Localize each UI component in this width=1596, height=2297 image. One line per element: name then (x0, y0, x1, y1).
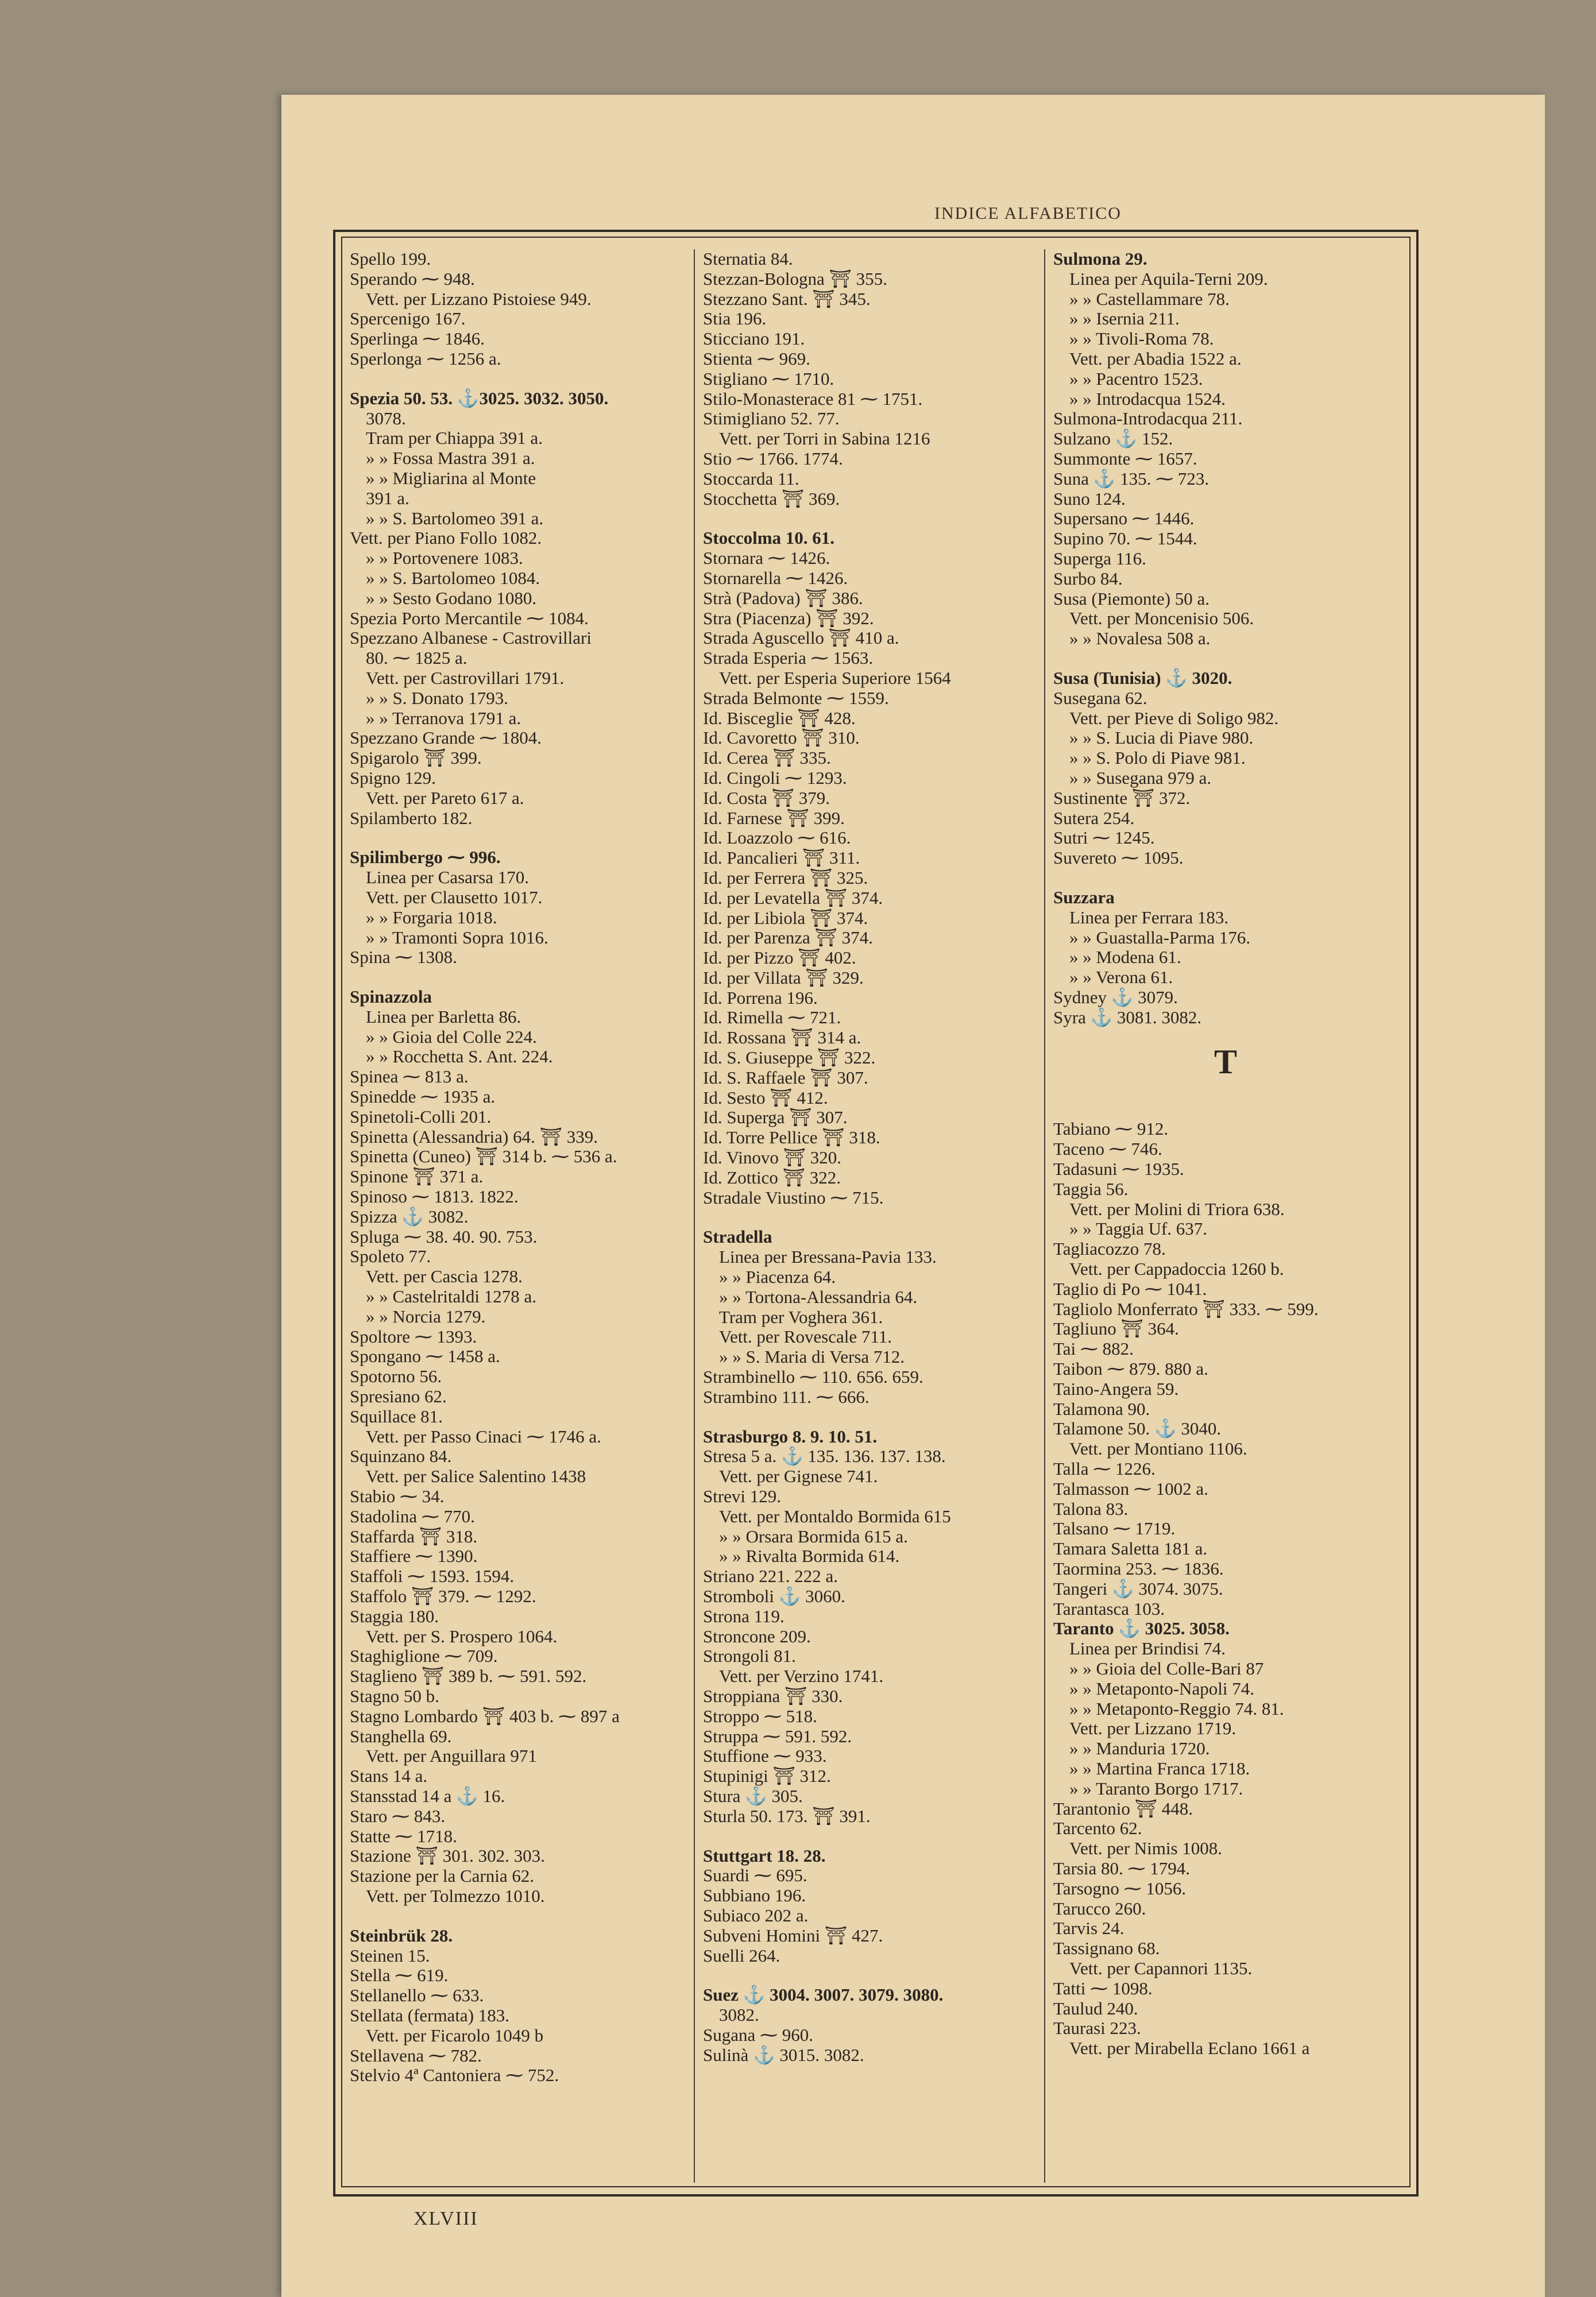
index-entry: Tassignano 68. (1053, 1938, 1160, 1959)
index-entry: Staffiere ⁓ 1390. (350, 1546, 478, 1567)
index-entry: Stellanello ⁓ 633. (350, 1985, 484, 2006)
index-entry: » » S. Lucia di Piave 980. (1069, 728, 1254, 748)
index-entry: Tarvis 24. (1053, 1918, 1124, 1939)
index-entry: Vett. per Ficarolo 1049 b (366, 2025, 544, 2045)
entry-spacer (350, 369, 683, 389)
index-entry: Tadasuni ⁓ 1935. (1053, 1159, 1184, 1180)
index-entry: » » Martina Franca 1718. (1069, 1758, 1250, 1778)
index-entry: Sutri ⁓ 1245. (1053, 827, 1155, 848)
index-entry: Stigliano ⁓ 1710. (703, 368, 834, 389)
section-letter: T (1214, 1043, 1238, 1081)
index-entry: » » Gioia del Colle 224. (366, 1026, 537, 1047)
index-entry: Strona 119. (703, 1606, 785, 1626)
index-entry: Talona 83. (1053, 1498, 1129, 1519)
index-entry: Id. per Libiola ⛩ 374. (703, 907, 868, 928)
index-entry: Vett. per Anguillara 971 (366, 1746, 537, 1766)
index-entry: Stoccarda 11. (703, 468, 799, 489)
index-column-2 (703, 249, 1048, 2183)
index-entry: » » Norcia 1279. (366, 1306, 486, 1327)
index-entry: Spluga ⁓ 38. 40. 90. 753. (350, 1226, 538, 1247)
index-entry: » » Migliarina al Monte (366, 467, 536, 488)
index-entry: » » S. Bartolomeo 1084. (366, 567, 540, 588)
index-entry: Id. S. Raffaele ⛩ 307. (703, 1067, 868, 1088)
index-entry: Strambinello ⁓ 110. 656. 659. (703, 1367, 923, 1387)
index-entry: Sturla 50. 173. ⛩ 391. (703, 1805, 871, 1826)
index-entry: Spina ⁓ 1308. (350, 947, 457, 968)
index-entry: Talla ⁓ 1226. (1053, 1459, 1156, 1479)
index-entry: Susegana 62. (1053, 687, 1147, 708)
index-heading-entry: Sulmona 29. (1053, 249, 1147, 269)
index-entry: » » Rivalta Bormida 614. (719, 1546, 900, 1567)
index-entry: Id. Sesto ⛩ 412. (703, 1087, 828, 1108)
index-entry: Stia 196. (703, 308, 767, 329)
index-entry: Staffarda ⛩ 318. (350, 1526, 478, 1546)
index-entry: Spello 199. (350, 249, 431, 269)
index-entry: Spotorno 56. (350, 1366, 442, 1387)
index-entry: Stra (Piacenza) ⛩ 392. (703, 608, 874, 628)
index-heading-entry: Stoccolma 10. 61. (703, 528, 835, 548)
index-entry: Vett. per Nimis 1008. (1069, 1838, 1223, 1859)
index-entry: » » Tivoli-Roma 78. (1069, 328, 1214, 349)
index-entry: Linea per Ferrara 183. (1069, 907, 1229, 927)
index-entry: Spezia Porto Mercantile ⁓ 1084. (350, 608, 589, 628)
index-entry: » » Introdacqua 1524. (1069, 388, 1226, 409)
index-entry: Spezzano Albanese - Castrovillari (350, 628, 592, 648)
index-entry: Id. Bisceglie ⛩ 428. (703, 707, 856, 728)
index-entry: Strà (Padova) ⛩ 386. (703, 587, 863, 608)
index-entry: Sustinente ⛩ 372. (1053, 787, 1191, 808)
index-entry: » » Fossa Mastra 391 a. (366, 448, 535, 469)
index-entry: Vett. per Abadia 1522 a. (1069, 348, 1242, 369)
index-entry: » » Castellammare 78. (1069, 288, 1230, 309)
index-entry: Sugana ⁓ 960. (703, 2024, 814, 2045)
index-entry: Stradale Viustino ⁓ 715. (703, 1187, 884, 1208)
index-entry: Suno 124. (1053, 488, 1126, 509)
index-entry: » » Metaponto-Reggio 74. 81. (1069, 1698, 1284, 1719)
index-entry: Id. per Villata ⛩ 329. (703, 967, 864, 988)
index-heading-entry: Taranto ⚓ 3025. 3058. (1053, 1618, 1230, 1639)
index-entry: » » S. Donato 1793. (366, 687, 508, 708)
index-entry: Spinone ⛩ 371 a. (350, 1166, 484, 1187)
index-entry: Linea per Barletta 86. (366, 1006, 521, 1027)
index-entry: Stupinigi ⛩ 312. (703, 1766, 831, 1786)
index-entry: Stornara ⁓ 1426. (703, 548, 830, 569)
index-entry: Vett. per Gignese 741. (719, 1466, 878, 1487)
index-entry: Sticciano 191. (703, 328, 805, 349)
index-entry: Id. Loazzolo ⁓ 616. (703, 827, 851, 848)
index-entry: Vett. per Mirabella Eclano 1661 a (1069, 2038, 1310, 2059)
index-entry: Vett. per Lizzano Pistoiese 949. (366, 288, 592, 309)
index-entry: » » Piacenza 64. (719, 1267, 836, 1287)
index-entry: Spinea ⁓ 813 a. (350, 1066, 469, 1087)
index-entry: Tai ⁓ 882. (1053, 1339, 1134, 1359)
index-entry: Stura ⚓ 305. (703, 1785, 803, 1806)
index-entry: Stazione ⛩ 301. 302. 303. (350, 1846, 545, 1866)
index-entry: Spigarolo ⛩ 399. (350, 748, 482, 768)
index-entry: Susa (Piemonte) 50 a. (1053, 588, 1210, 609)
index-entry: Stimigliano 52. 77. (703, 408, 840, 429)
index-entry: Suardi ⁓ 695. (703, 1865, 807, 1886)
index-entry: Spizza ⚓ 3082. (350, 1206, 469, 1227)
entry-spacer (1053, 649, 1398, 668)
index-entry: » » S. Bartolomeo 391 a. (366, 508, 544, 528)
index-entry: Spinetta (Cuneo) ⛩ 314 b. ⁓ 536 a. (350, 1146, 617, 1167)
index-heading-entry: Stuttgart 18. 28. (703, 1845, 826, 1866)
index-entry: Vett. per Piano Follo 1082. (350, 528, 542, 548)
index-entry: Taormina 253. ⁓ 1836. (1053, 1559, 1224, 1579)
index-entry: Superga 116. (1053, 548, 1146, 569)
index-column-1 (350, 249, 683, 2183)
index-entry: Id. Pancalieri ⛩ 311. (703, 848, 860, 868)
index-entry: Tarucco 260. (1053, 1898, 1146, 1919)
index-entry: Spoleto 77. (350, 1246, 431, 1267)
entry-spacer (703, 1966, 1048, 1985)
index-entry: » » Isernia 211. (1069, 308, 1180, 329)
index-entry: Struppa ⁓ 591. 592. (703, 1726, 852, 1746)
index-entry: » » Terranova 1791 a. (366, 707, 521, 728)
index-entry: Staro ⁓ 843. (350, 1805, 446, 1826)
index-entry: Tagliacozzo 78. (1053, 1239, 1166, 1259)
index-entry: Sulinà ⚓ 3015. 3082. (703, 2044, 864, 2065)
entry-spacer (350, 828, 683, 848)
index-entry: Taurasi 223. (1053, 2018, 1141, 2039)
index-heading-entry: Suez ⚓ 3004. 3007. 3079. 3080. (703, 1985, 944, 2005)
index-entry: » » Castelritaldi 1278 a. (366, 1286, 537, 1307)
index-entry: Vett. per Capannori 1135. (1069, 1958, 1253, 1978)
index-entry: 80. ⁓ 1825 a. (366, 648, 467, 668)
index-entry: Id. Cavoretto ⛩ 310. (703, 728, 860, 748)
index-entry: Spongano ⁓ 1458 a. (350, 1346, 500, 1367)
index-entry: Staffoli ⁓ 1593. 1594. (350, 1566, 515, 1587)
index-entry: Taceno ⁓ 746. (1053, 1139, 1162, 1159)
index-entry: Subveni Homini ⛩ 427. (703, 1925, 883, 1946)
index-entry: Stromboli ⚓ 3060. (703, 1586, 845, 1606)
index-heading-entry: Spilimbergo ⁓ 996. (350, 847, 501, 868)
index-entry: Vett. per Pareto 617 a. (366, 787, 524, 808)
index-entry: Tangeri ⚓ 3074. 3075. (1053, 1578, 1223, 1599)
index-entry: Tabiano ⁓ 912. (1053, 1119, 1169, 1139)
index-frame (333, 230, 1419, 2197)
index-entry: Sydney ⚓ 3079. (1053, 987, 1178, 1007)
index-entry: Spilamberto 182. (350, 807, 473, 828)
index-entry: Spezzano Grande ⁓ 1804. (350, 728, 542, 748)
index-entry: Strada Aguscello ⛩ 410 a. (703, 628, 899, 648)
index-entry: Staglieno ⛩ 389 b. ⁓ 591. 592. (350, 1666, 587, 1687)
index-entry: Stagno Lombardo ⛩ 403 b. ⁓ 897 a (350, 1706, 620, 1726)
index-entry: Tamara Saletta 181 a. (1053, 1538, 1208, 1559)
entry-spacer (350, 1907, 683, 1926)
index-entry: Tarsogno ⁓ 1056. (1053, 1878, 1187, 1898)
index-entry: Vett. per Moncenisio 506. (1069, 608, 1254, 629)
index-entry: Spinetta (Alessandria) 64. ⛩ 339. (350, 1126, 598, 1147)
index-entry: Surbo 84. (1053, 568, 1123, 589)
entry-spacer (703, 509, 1048, 528)
index-entry: » » Forgaria 1018. (366, 907, 497, 927)
index-entry: Tagliolo Monferrato ⛩ 333. ⁓ 599. (1053, 1298, 1319, 1319)
index-entry: Stansstad 14 a ⚓ 16. (350, 1785, 505, 1806)
index-entry: Supersano ⁓ 1446. (1053, 508, 1195, 529)
index-entry: Stelvio 4ª Cantoniera ⁓ 752. (350, 2065, 559, 2086)
index-entry: Vett. per Molini di Triora 638. (1069, 1198, 1285, 1219)
index-entry: Vett. per Castrovillari 1791. (366, 667, 565, 688)
index-entry: Vett. per Passo Cinaci ⁓ 1746 a. (366, 1426, 601, 1447)
index-entry: Stabio ⁓ 34. (350, 1486, 445, 1507)
index-entry: Tagliuno ⛩ 364. (1053, 1318, 1179, 1339)
index-entry: Suvereto ⁓ 1095. (1053, 848, 1184, 868)
index-entry: Taino-Angera 59. (1053, 1378, 1179, 1399)
index-entry: Id. Zottico ⛩ 322. (703, 1167, 841, 1188)
index-entry: Taggia 56. (1053, 1178, 1129, 1199)
entry-spacer (350, 968, 683, 987)
index-entry: Stresa 5 a. ⚓ 135. 136. 137. 138. (703, 1446, 946, 1467)
index-heading-entry: Stradella (703, 1227, 772, 1247)
index-entry: Vett. per Esperia Superiore 1564 (719, 667, 951, 688)
index-entry: » » Guastalla-Parma 176. (1069, 927, 1251, 948)
index-entry: Stilo-Monasterace 81 ⁓ 1751. (703, 388, 923, 409)
index-entry: » » Sesto Godano 1080. (366, 587, 537, 608)
index-entry: Strambino 111. ⁓ 666. (703, 1386, 870, 1407)
index-entry: » » Manduria 1720. (1069, 1738, 1210, 1759)
index-entry: » » Gioia del Colle-Bari 87 (1069, 1658, 1264, 1679)
index-entry: Id. Rimella ⁓ 721. (703, 1007, 841, 1028)
index-column-3 (1053, 249, 1398, 2183)
index-entry: » » Pacentro 1523. (1069, 368, 1203, 389)
index-entry: Id. per Levatella ⛩ 374. (703, 887, 883, 908)
index-entry: Strada Belmonte ⁓ 1559. (703, 687, 889, 708)
index-entry: Id. Torre Pellice ⛩ 318. (703, 1127, 880, 1148)
index-entry: Id. per Pizzo ⛩ 402. (703, 948, 856, 968)
index-heading-entry: Suzzara (1053, 887, 1115, 907)
index-heading-entry: Susa (Tunisia) ⚓ 3020. (1053, 667, 1232, 688)
index-entry: Id. Farnese ⛩ 399. (703, 807, 845, 828)
index-entry: Spinetoli-Colli 201. (350, 1106, 492, 1127)
index-entry: Talsano ⁓ 1719. (1053, 1518, 1176, 1539)
index-entry: Subbiano 196. (703, 1885, 806, 1906)
index-entry: Id. S. Giuseppe ⛩ 322. (703, 1047, 876, 1068)
index-entry: Vett. per Verzino 1741. (719, 1666, 884, 1687)
index-entry: Stezzan-Bologna ⛩ 355. (703, 268, 887, 289)
page (281, 95, 1545, 2297)
index-entry: Subiaco 202 a. (703, 1905, 809, 1925)
index-entry: Vett. per S. Prospero 1064. (366, 1626, 558, 1646)
index-entry: » » Taggia Uf. 637. (1069, 1219, 1208, 1239)
index-entry: Tarsia 80. ⁓ 1794. (1053, 1858, 1191, 1878)
index-heading-entry: Steinbrük 28. (350, 1925, 453, 1946)
index-entry: Sperlinga ⁓ 1846. (350, 328, 485, 349)
index-entry: Spercenigo 167. (350, 308, 466, 329)
index-entry: Vett. per Clausetto 1017. (366, 887, 543, 907)
index-entry: Strevi 129. (703, 1486, 782, 1507)
index-entry: Statte ⁓ 1718. (350, 1826, 457, 1846)
index-entry: Tram per Voghera 361. (719, 1306, 883, 1327)
index-entry: Vett. per Salice Salentino 1438 (366, 1466, 586, 1487)
index-entry: » » Orsara Bormida 615 a. (719, 1526, 908, 1546)
index-entry: Stellavena ⁓ 782. (350, 2045, 482, 2066)
index-entry: Id. per Ferrera ⛩ 325. (703, 867, 868, 888)
index-entry: Tarantasca 103. (1053, 1598, 1165, 1619)
index-entry: Vett. per Tolmezzo 1010. (366, 1885, 545, 1906)
index-entry: » » Metaponto-Napoli 74. (1069, 1678, 1255, 1699)
index-entry: Vett. per Rovescale 711. (719, 1327, 892, 1347)
index-entry: Stroncone 209. (703, 1626, 811, 1646)
index-entry: Suelli 264. (703, 1945, 780, 1966)
index-entry: » » Verona 61. (1069, 967, 1173, 988)
index-entry: Vett. per Cappadoccia 1260 b. (1069, 1259, 1284, 1279)
index-entry: Stocchetta ⛩ 369. (703, 488, 840, 509)
index-entry: » » Novalesa 508 a. (1069, 628, 1211, 649)
index-entry: Id. Rossana ⛩ 314 a. (703, 1027, 861, 1048)
index-entry: Striano 221. 222 a. (703, 1566, 838, 1587)
index-entry: Stroppo ⁓ 518. (703, 1706, 817, 1726)
index-heading-entry: Spinazzola (350, 987, 432, 1007)
entry-spacer (703, 1407, 1048, 1427)
index-entry: Spresiano 62. (350, 1386, 447, 1407)
index-entry: Sulzano ⚓ 152. (1053, 428, 1173, 449)
index-entry: Taulud 240. (1053, 1998, 1138, 2018)
index-entry: » » Modena 61. (1069, 947, 1181, 968)
index-entry: Talamona 90. (1053, 1398, 1150, 1419)
index-entry: Vett. per Cascia 1278. (366, 1266, 523, 1287)
column-rule (694, 249, 695, 2183)
index-entry: Strongoli 81. (703, 1646, 796, 1666)
index-entry: Id. Superga ⛩ 307. (703, 1107, 848, 1128)
index-entry: Id. Cerea ⛩ 335. (703, 748, 831, 768)
index-entry: Steinen 15. (350, 1945, 430, 1966)
index-entry: Supino 70. ⁓ 1544. (1053, 528, 1197, 549)
index-entry: » » Susegana 979 a. (1069, 767, 1212, 788)
index-entry: » » S. Maria di Versa 712. (719, 1347, 905, 1367)
index-entry: Staghiglione ⁓ 709. (350, 1646, 498, 1666)
index-entry: Stio ⁓ 1766. 1774. (703, 448, 843, 469)
index-entry: Squinzano 84. (350, 1446, 452, 1467)
index-entry: Tram per Chiappa 391 a. (366, 428, 543, 448)
index-entry: Staffolo ⛩ 379. ⁓ 1292. (350, 1586, 536, 1606)
index-entry: Id. Cingoli ⁓ 1293. (703, 767, 847, 788)
index-entry: 3078. (366, 408, 406, 428)
index-entry: Taglio di Po ⁓ 1041. (1053, 1278, 1207, 1299)
index-entry: Stezzano Sant. ⛩ 345. (703, 288, 871, 309)
index-entry: Tarcento 62. (1053, 1818, 1142, 1839)
index-entry: Tarantonio ⛩ 448. (1053, 1798, 1193, 1819)
index-entry: Stazione per la Carnia 62. (350, 1866, 535, 1886)
index-entry: » » S. Polo di Piave 981. (1069, 748, 1246, 768)
index-entry: Tatti ⁓ 1098. (1053, 1978, 1153, 1998)
index-entry: Stanghella 69. (350, 1726, 452, 1746)
index-entry: » » Rocchetta S. Ant. 224. (366, 1046, 553, 1067)
index-entry: » » Taranto Borgo 1717. (1069, 1778, 1243, 1799)
index-entry: » » Portovenere 1083. (366, 548, 523, 569)
index-entry: Spinedde ⁓ 1935 a. (350, 1086, 496, 1107)
index-heading-entry: Strasburgo 8. 9. 10. 51. (703, 1426, 878, 1447)
index-entry: Stagno 50 b. (350, 1685, 439, 1706)
index-entry: Talmasson ⁓ 1002 a. (1053, 1478, 1208, 1499)
index-entry: 391 a. (366, 488, 409, 508)
entry-spacer (703, 1208, 1048, 1227)
index-entry: 3082. (719, 2005, 759, 2025)
index-entry: Staggia 180. (350, 1606, 439, 1626)
index-entry: Vett. per Lizzano 1719. (1069, 1718, 1236, 1739)
index-entry: Squillace 81. (350, 1406, 443, 1426)
index-entry: Stella ⁓ 619. (350, 1965, 449, 1986)
index-entry: Linea per Brindisi 74. (1069, 1638, 1226, 1659)
entry-spacer (703, 1827, 1048, 1846)
index-entry: Sternatia 84. (703, 249, 793, 269)
index-entry: Summonte ⁓ 1657. (1053, 448, 1197, 469)
index-entry: Linea per Aquila-Terni 209. (1069, 268, 1268, 289)
index-heading-entry: Spezia 50. 53. ⚓3025. 3032. 3050. (350, 388, 609, 408)
index-entry: Stornarella ⁓ 1426. (703, 567, 848, 588)
index-entry: Sulmona-Introdacqua 211. (1053, 408, 1243, 429)
index-entry: Sutera 254. (1053, 807, 1135, 828)
index-entry: Linea per Bressana-Pavia 133. (719, 1247, 937, 1267)
index-entry: Sperando ⁓ 948. (350, 268, 475, 289)
index-entry: Stroppiana ⛩ 330. (703, 1685, 843, 1706)
index-entry: Spigno 129. (350, 767, 436, 788)
index-entry: Id. per Parenza ⛩ 374. (703, 927, 873, 948)
index-entry: Stellata (fermata) 183. (350, 2005, 510, 2025)
index-entry: Linea per Casarsa 170. (366, 867, 530, 888)
index-entry: Taibon ⁓ 879. 880 a. (1053, 1359, 1208, 1379)
index-entry: Stienta ⁓ 969. (703, 348, 810, 369)
index-entry: Id. Vinovo ⛩ 320. (703, 1147, 842, 1168)
index-entry: Strada Esperia ⁓ 1563. (703, 648, 874, 668)
index-entry: Spoltore ⁓ 1393. (350, 1326, 477, 1347)
index-entry: » » Tortona-Alessandria 64. (719, 1286, 918, 1307)
index-entry: Syra ⚓ 3081. 3082. (1053, 1007, 1202, 1027)
index-entry: Id. Porrena 196. (703, 987, 818, 1008)
index-entry: Stadolina ⁓ 770. (350, 1506, 475, 1526)
index-entry: Sperlonga ⁓ 1256 a. (350, 348, 501, 369)
index-entry: Vett. per Pieve di Soligo 982. (1069, 707, 1279, 728)
page-number: XLVIII (414, 2208, 478, 2229)
page-header: INDICE ALFABETICO (934, 204, 1122, 223)
index-entry: Id. Costa ⛩ 379. (703, 787, 830, 808)
index-entry: Vett. per Montiano 1106. (1069, 1438, 1247, 1459)
index-entry: Stuffione ⁓ 933. (703, 1746, 827, 1766)
index-entry: Vett. per Montaldo Bormida 615 (719, 1506, 951, 1526)
index-entry: Suna ⚓ 135. ⁓ 723. (1053, 468, 1209, 489)
index-entry: Spinoso ⁓ 1813. 1822. (350, 1186, 519, 1207)
index-entry: Vett. per Torri in Sabina 1216 (719, 428, 930, 449)
entry-spacer (1053, 868, 1398, 888)
index-entry: » » Tramonti Sopra 1016. (366, 927, 548, 948)
index-entry: Talamone 50. ⚓ 3040. (1053, 1418, 1222, 1439)
index-entry: Stans 14 a. (350, 1766, 428, 1786)
